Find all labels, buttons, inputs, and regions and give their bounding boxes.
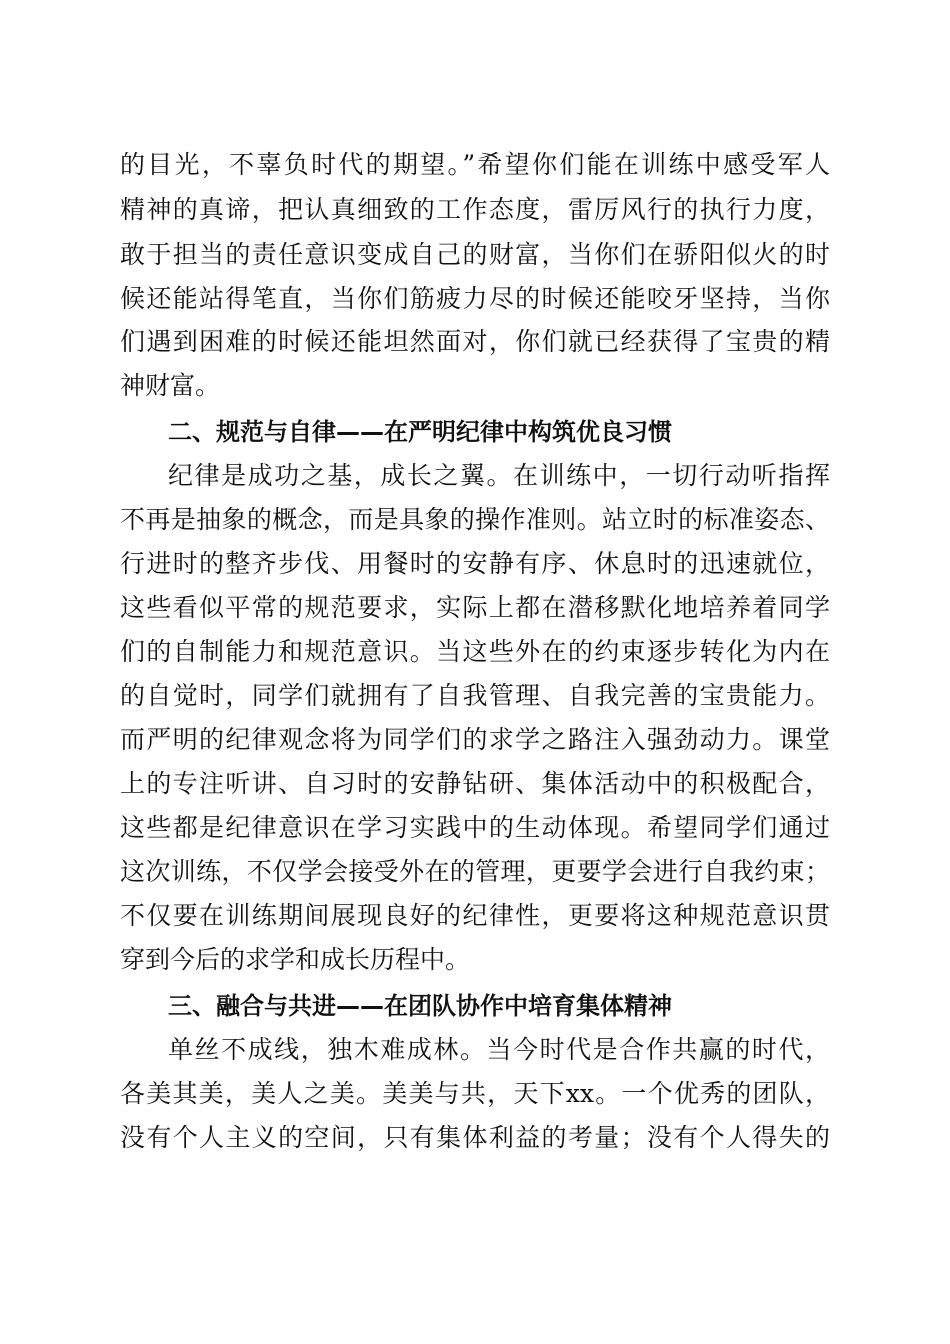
text-line: 敢于担当的责任意识变成自己的财富，当你们在骄阳似火的时 bbox=[120, 240, 830, 269]
text-line: 上的专注听讲、自习时的安静钻研、集体活动中的积极配合， bbox=[120, 769, 830, 798]
text-line: 而严明的纪律观念将为同学们的求学之路注入强劲动力。课堂 bbox=[120, 725, 830, 754]
text-line: 这些看似平常的规范要求，实际上都在潜移默化地培养着同学 bbox=[120, 593, 830, 622]
text-line: 们遇到困难的时候还能坦然面对，你们就已经获得了宝贵的精 bbox=[120, 327, 830, 356]
text-line: 神财富。 bbox=[120, 371, 221, 400]
text-line: 这次训练，不仅学会接受外在的管理，更要学会进行自我约束； bbox=[120, 857, 830, 886]
text-line: 不仅要在训练期间展现良好的纪律性，更要将这种规范意识贯 bbox=[120, 901, 830, 930]
text-line: 这些都是纪律意识在学习实践中的生动体现。希望同学们通过 bbox=[120, 813, 830, 842]
text-line: 没有个人主义的空间，只有集体利益的考量；没有个人得失的 bbox=[120, 1123, 830, 1152]
text-line: 的目光，不辜负时代的期望。”希望你们能在训练中感受军人 bbox=[120, 150, 830, 179]
text-line: 各美其美，美人之美。美美与共，天下xx。一个优秀的团队， bbox=[120, 1079, 830, 1108]
text-line: 的自觉时，同学们就拥有了自我管理、自我完善的宝贵能力。 bbox=[120, 681, 830, 710]
text-line: 不再是抽象的概念，而是具象的操作准则。站立时的标准姿态、 bbox=[120, 505, 830, 534]
text-line: 行进时的整齐步伐、用餐时的安静有序、休息时的迅速就位， bbox=[120, 549, 830, 578]
paragraph-first-line: 纪律是成功之基，成长之翼。在训练中，一切行动听指挥 bbox=[168, 461, 830, 490]
text-line: 候还能站得笔直，当你们筋疲力尽的时候还能咬牙坚持，当你 bbox=[120, 284, 830, 313]
paragraph-first-line: 单丝不成线，独木难成林。当今时代是合作共赢的时代， bbox=[168, 1035, 830, 1064]
text-line: 精神的真谛，把认真细致的工作态度，雷厉风行的执行力度， bbox=[120, 195, 830, 224]
text-line: 穿到今后的求学和成长历程中。 bbox=[120, 945, 471, 974]
section-heading: 三、融合与共进——在团队协作中培育集体精神 bbox=[168, 992, 672, 1020]
text-line: 们的自制能力和规范意识。当这些外在的约束逐步转化为内在 bbox=[120, 637, 830, 666]
section-heading: 二、规范与自律——在严明纪律中构筑优良习惯 bbox=[168, 418, 672, 446]
